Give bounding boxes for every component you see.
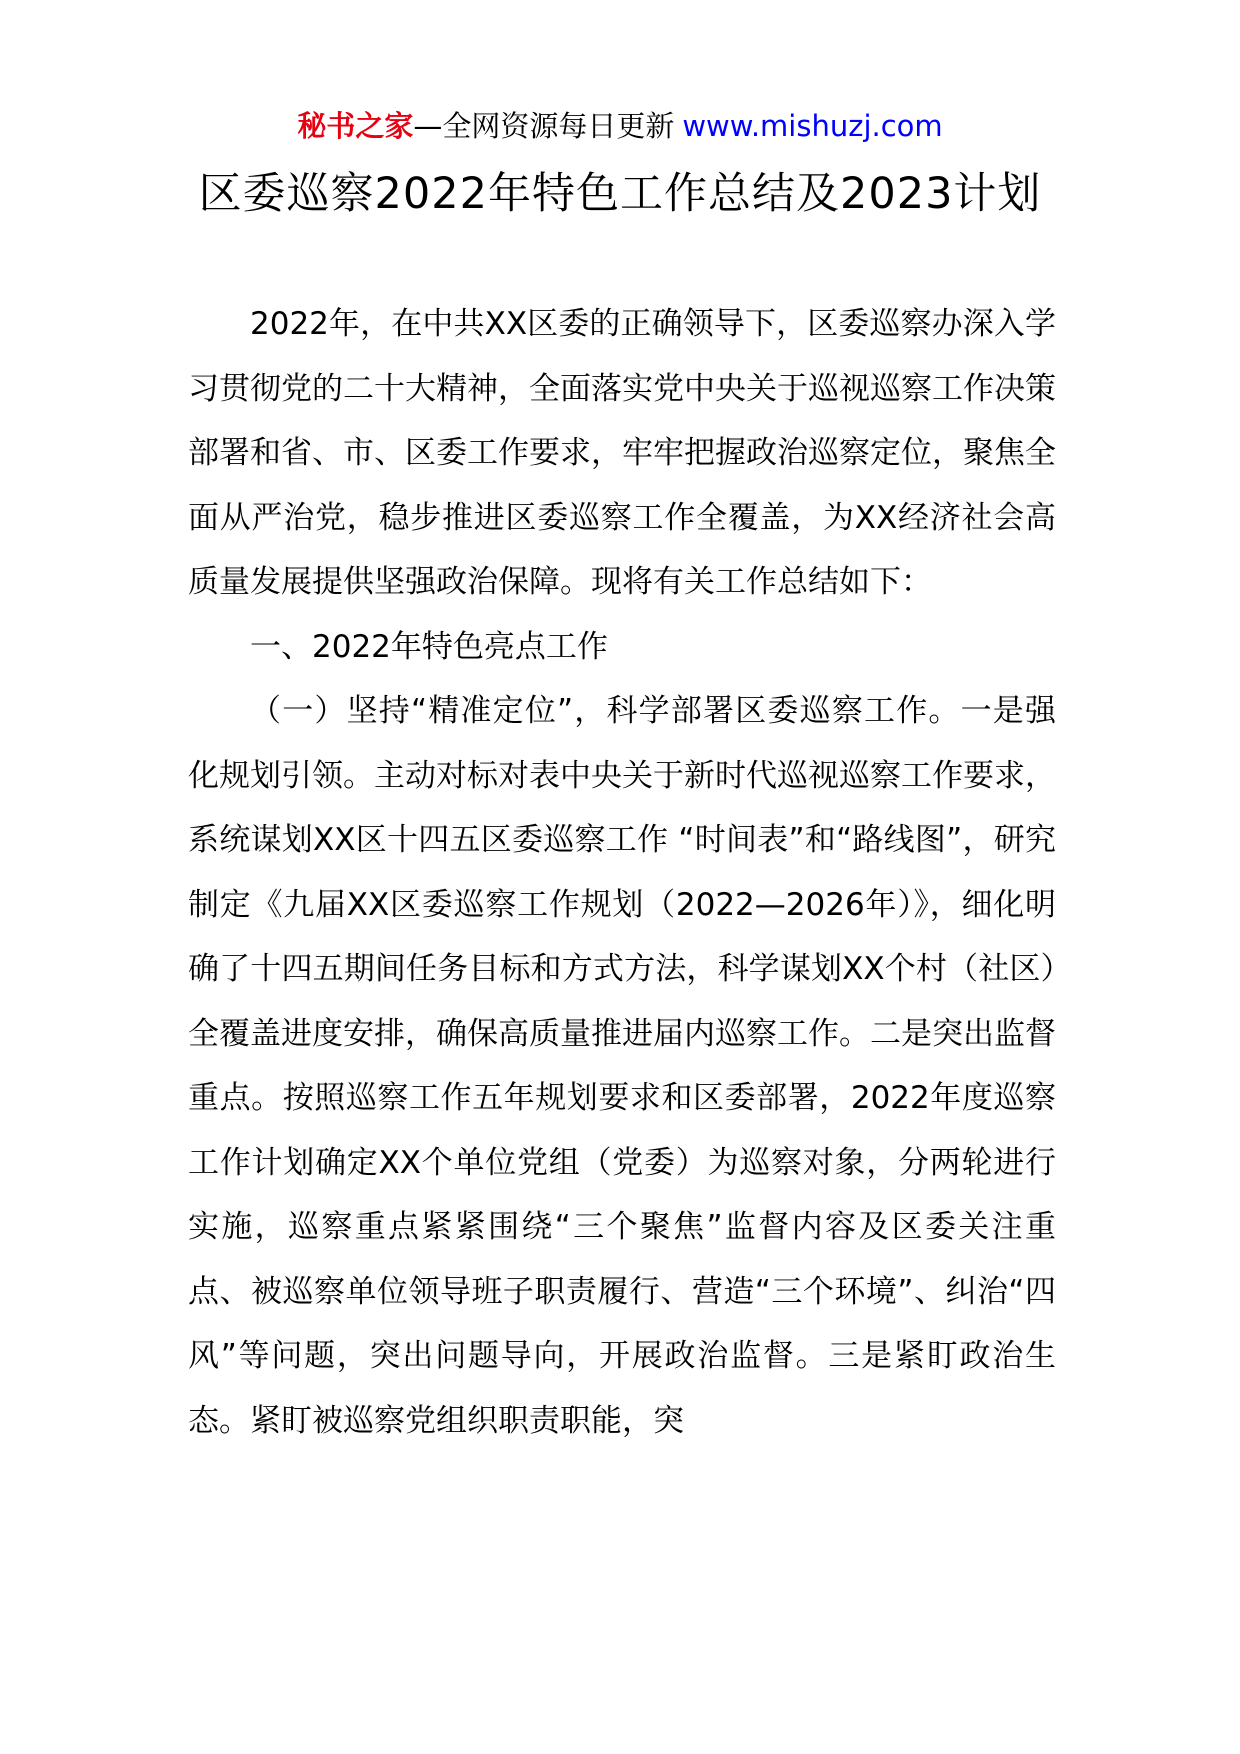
brand-name: 秘书之家 bbox=[297, 109, 414, 143]
header-slogan: —全网资源每日更新 bbox=[413, 109, 675, 143]
document-body bbox=[188, 292, 1056, 1453]
site-url-link[interactable]: www.mishuzj.com bbox=[682, 109, 943, 143]
body-paragraph: （一）坚持“精准定位”，科学部署区委巡察工作。一是强化规划引领。主动对标对表中央关于新时代巡视巡察工作要求，系统谋划XX区十四五区委巡察工作 “时间表”和“路线图”，研究制定《九届XX区委巡察工作规划（2022—2026年）》，细化明确了十四五期间任务目标和方式方法，科学谋划XX个村（社区）全覆盖进度安排，确保高质量推进届内巡察工作。二是突出监督重点。按照巡察工作五年规划要求和区委部署，2022年度巡察工作计划确定XX个单位党组（党委）为巡察对象，分两轮进行实施，巡察重点紧紧围绕“三个聚焦”监督内容及区委关注重点、被巡察单位领导班子职责履行、营造“三个环境”、纠治“四风”等问题，突出问题导向，开展政治监督。三是紧盯政治生态。紧盯被巡察党组织职责职能，突 bbox=[188, 693, 1056, 1439]
document-title: 区委巡察2022年特色工作总结及2023计划 bbox=[198, 169, 1042, 219]
site-header bbox=[0, 106, 1240, 146]
intro-paragraph: 2022年，在中共XX区委的正确领导下，区委巡察办深入学习贯彻党的二十大精神，全面落实党中央关于巡视巡察工作决策部署和省、市、区委工作要求，牢牢把握政治巡察定位，聚焦全面从严治党，稳步推进区委巡察工作全覆盖，为XX经济社会高质量发展提供坚强政治保障。现将有关工作总结如下： bbox=[188, 306, 1056, 600]
section-heading: 一、2022年特色亮点工作 bbox=[250, 628, 608, 665]
